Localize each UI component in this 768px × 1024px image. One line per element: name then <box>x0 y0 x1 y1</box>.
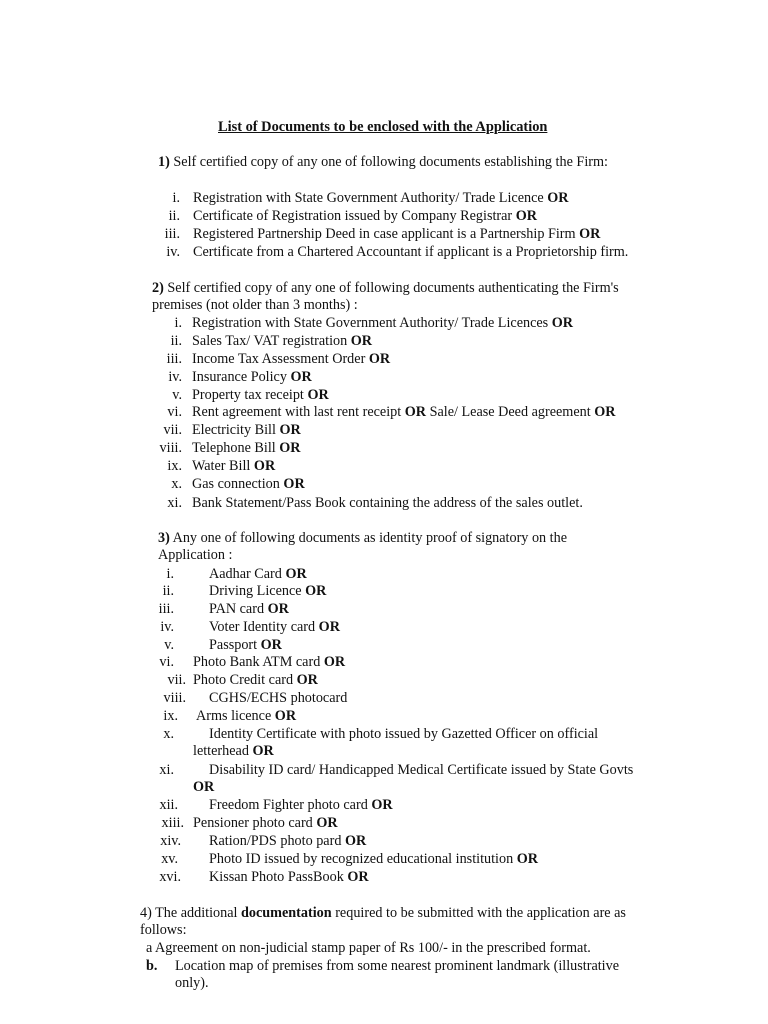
section-1-heading: 1) Self certified copy of any one of following documents establishing the Firm: <box>158 154 608 170</box>
list-marker: iii. <box>166 351 182 367</box>
section-2-heading: 2) Self certified copy of any one of following documents authenticating the Firm's <box>152 280 619 296</box>
list-item: Insurance Policy OR <box>192 369 312 385</box>
list-marker: viii. <box>163 690 186 706</box>
list-marker: iv. <box>168 369 182 385</box>
section-4-item-b-text: Location map of premises from some nearest prominent landmark (illustrative <box>175 958 620 974</box>
list-marker: i. <box>166 566 174 582</box>
list-item: Kissan Photo PassBook OR <box>209 869 369 885</box>
list-marker: v. <box>164 637 174 653</box>
list-item: Voter Identity card OR <box>209 619 340 635</box>
list-marker: iv. <box>166 244 180 260</box>
list-marker: i. <box>172 190 180 206</box>
list-marker: ii. <box>170 333 182 349</box>
list-marker: xv. <box>161 851 178 867</box>
section-4-item-a: a Agreement on non-judicial stamp paper of Rs 100/- in the prescribed format. <box>146 940 591 956</box>
list-marker: xiv. <box>160 833 181 849</box>
list-item-cont: OR <box>193 779 215 795</box>
list-item: Water Bill OR <box>192 458 276 474</box>
list-item: Rent agreement with last rent receipt OR Sale/ Lease Deed agreement OR <box>192 404 616 420</box>
list-item: Freedom Fighter photo card OR <box>209 797 393 813</box>
list-item: Registration with State Government Authority/ Trade Licence OR <box>193 190 569 206</box>
list-item: Identity Certificate with photo issued by Gazetted Officer on official <box>209 726 599 742</box>
list-item: Ration/PDS photo pard OR <box>209 833 367 849</box>
list-item: Arms licence OR <box>196 708 297 724</box>
list-marker: i. <box>174 315 182 331</box>
list-marker: viii. <box>159 440 182 456</box>
list-marker: vi. <box>167 404 182 420</box>
list-marker: iii. <box>158 601 174 617</box>
list-marker: xvi. <box>159 869 181 885</box>
list-item: CGHS/ECHS photocard <box>209 690 348 706</box>
list-marker: x. <box>163 726 174 742</box>
list-marker: ix. <box>167 458 182 474</box>
list-marker: ix. <box>163 708 178 724</box>
list-marker: xii. <box>159 797 178 813</box>
list-item: Pensioner photo card OR <box>193 815 338 831</box>
document-title: List of Documents to be enclosed with the Application <box>218 119 548 135</box>
list-item: Telephone Bill OR <box>192 440 301 456</box>
list-item: Certificate from a Chartered Accountant if applicant is a Proprietorship firm. <box>193 244 629 260</box>
list-item: Aadhar Card OR <box>209 566 307 582</box>
list-item: Property tax receipt OR <box>192 387 329 403</box>
list-marker: ii. <box>168 208 180 224</box>
section-4-item-b: b. <box>146 958 158 974</box>
list-marker: iv. <box>160 619 174 635</box>
list-item: Electricity Bill OR <box>192 422 301 438</box>
list-item: Bank Statement/Pass Book containing the address of the sales outlet. <box>192 495 583 511</box>
list-item: Certificate of Registration issued by Company Registrar OR <box>193 208 537 224</box>
list-item: Photo Bank ATM card OR <box>193 654 346 670</box>
list-item: Registration with State Government Authority/ Trade Licences OR <box>192 315 574 331</box>
list-item-cont: letterhead OR <box>193 743 274 759</box>
list-item: Photo Credit card OR <box>193 672 318 688</box>
list-marker: x. <box>171 476 182 492</box>
list-item: Passport OR <box>209 637 282 653</box>
list-item: Driving Licence OR <box>209 583 327 599</box>
list-item: PAN card OR <box>209 601 289 617</box>
section-2-heading-cont: premises (not older than 3 months) : <box>152 297 358 313</box>
list-marker: vii. <box>163 422 182 438</box>
list-marker: vi. <box>159 654 174 670</box>
section-4-intro: 4) The additional documentation required to be submitted with the application are as <box>140 905 626 921</box>
list-marker: v. <box>172 387 182 403</box>
list-item: Photo ID issued by recognized educational institution OR <box>209 851 539 867</box>
list-marker: iii. <box>164 226 180 242</box>
list-marker: ii. <box>162 583 174 599</box>
list-item: Sales Tax/ VAT registration OR <box>192 333 373 349</box>
section-4-intro-cont: follows: <box>140 922 187 938</box>
list-marker: xi. <box>159 762 174 778</box>
list-marker: vii. <box>167 672 186 688</box>
list-marker: xi. <box>167 495 182 511</box>
section-3-heading: 3) Any one of following documents as identity proof of signatory on the <box>158 530 568 546</box>
list-marker: xiii. <box>161 815 184 831</box>
list-item: Disability ID card/ Handicapped Medical Certificate issued by State Govts <box>209 762 634 778</box>
section-3-heading-cont: Application : <box>158 547 233 563</box>
section-4-item-b-cont: only). <box>175 975 209 991</box>
list-item: Registered Partnership Deed in case applicant is a Partnership Firm OR <box>193 226 601 242</box>
list-item: Income Tax Assessment Order OR <box>192 351 391 367</box>
list-item: Gas connection OR <box>192 476 305 492</box>
